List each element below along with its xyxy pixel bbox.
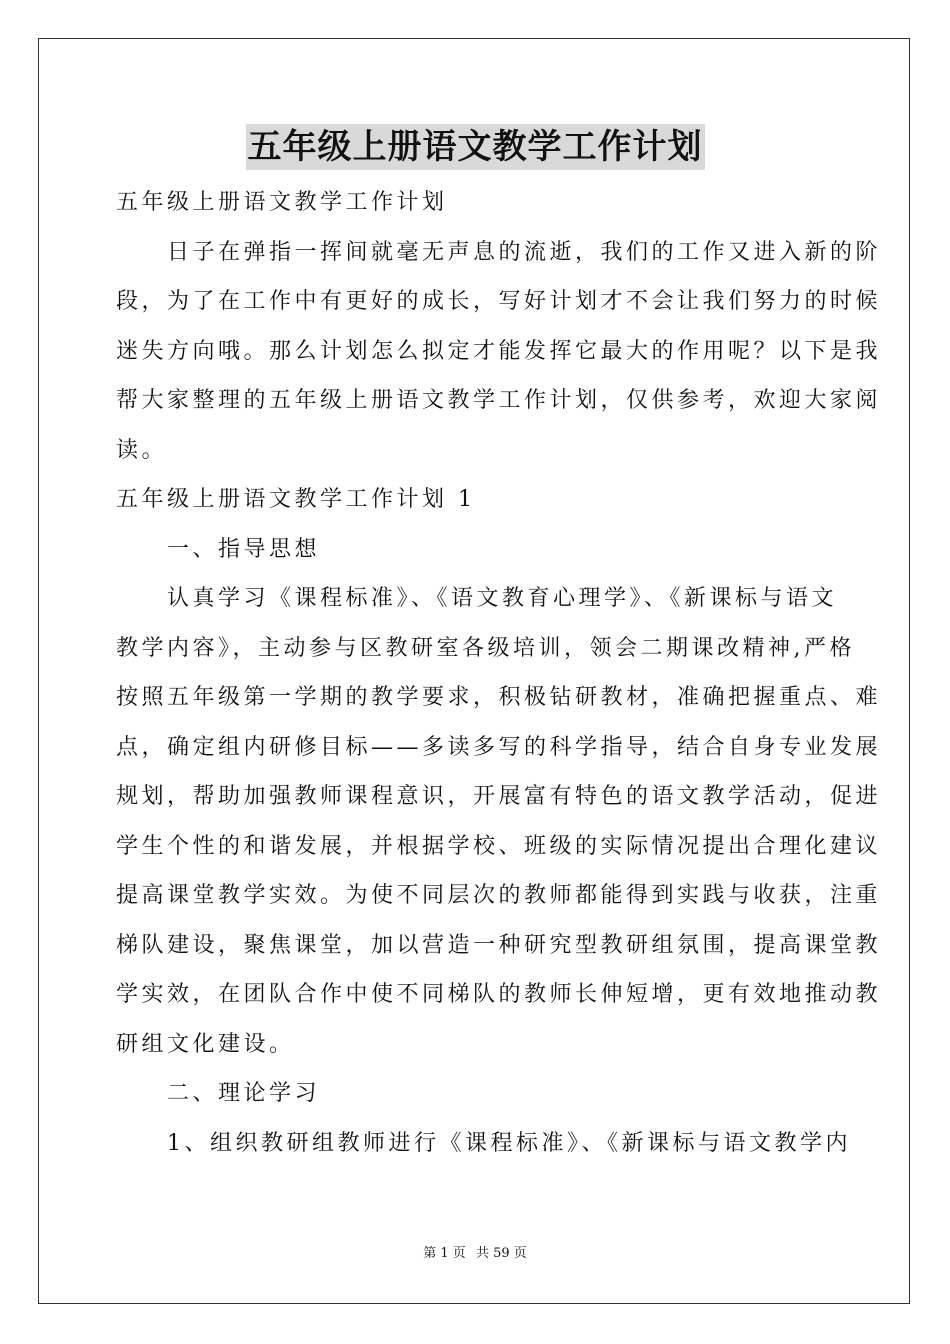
text-line: 梯队建设，聚焦课堂，加以营造一种研究型教研组氛围，提高课堂教 [116,932,882,958]
subheading: 一、指导思想 [116,536,321,562]
text-line: 学实效，在团队合作中使不同梯队的教师长伸短增，更有效地推动教 [116,982,882,1007]
text-line: 点，确定组内研修目标——多读多写的科学指导，结合自身专业发展 [116,734,882,760]
page-number: 第 1 页 [423,1246,466,1261]
text-line: 按照五年级第一学期的教学要求，积极钻研教材，准确把握重点、难 [116,685,882,710]
text-line: 迷失方向哦。那么计划怎么拟定才能发挥它最大的作用呢？以下是我 [116,338,882,364]
page-footer [0,1245,950,1263]
text-line: 五年级上册语文教学工作计划 [116,190,448,215]
text-line: 教学内容》，主动参与区教研室各级培训，领会二期课改精神,严格 [116,635,855,661]
document-body [116,178,882,1168]
text-line: 提高课堂教学实效。为使不同层次的教师都能得到实践与收获，注重 [116,883,882,908]
text-line: 1、组织教研组教师进行《课程标准》、《新课标与语文教学内 [116,1130,851,1156]
text-line: 规划，帮助加强教师课程意识，开展富有特色的语文教学活动，促进 [116,784,882,809]
text-line: 段，为了在工作中有更好的成长，写好计划才不会让我们努力的时候 [116,289,882,314]
text-line: 帮大家整理的五年级上册语文教学工作计划，仅供参考，欢迎大家阅 [116,388,882,413]
subheading: 二、理论学习 [116,1081,321,1106]
text-line: 日子在弹指一挥间就毫无声息的流逝，我们的工作又进入新的阶 [116,239,882,265]
page-total: 共 59 页 [475,1246,527,1261]
text-line: 认真学习《课程标准》、《语文教育心理学》、《新课标与语文 [116,586,838,611]
text-line: 读。 [116,437,168,463]
title-container [0,124,950,170]
text-line: 研组文化建设。 [116,1031,295,1057]
section-heading: 五年级上册语文教学工作计划 1 [116,487,476,512]
text-line: 学生个性的和谐发展，并根据学校、班级的实际情况提出合理化建议 [116,833,882,859]
document-title: 五年级上册语文教学工作计划 [246,124,705,170]
